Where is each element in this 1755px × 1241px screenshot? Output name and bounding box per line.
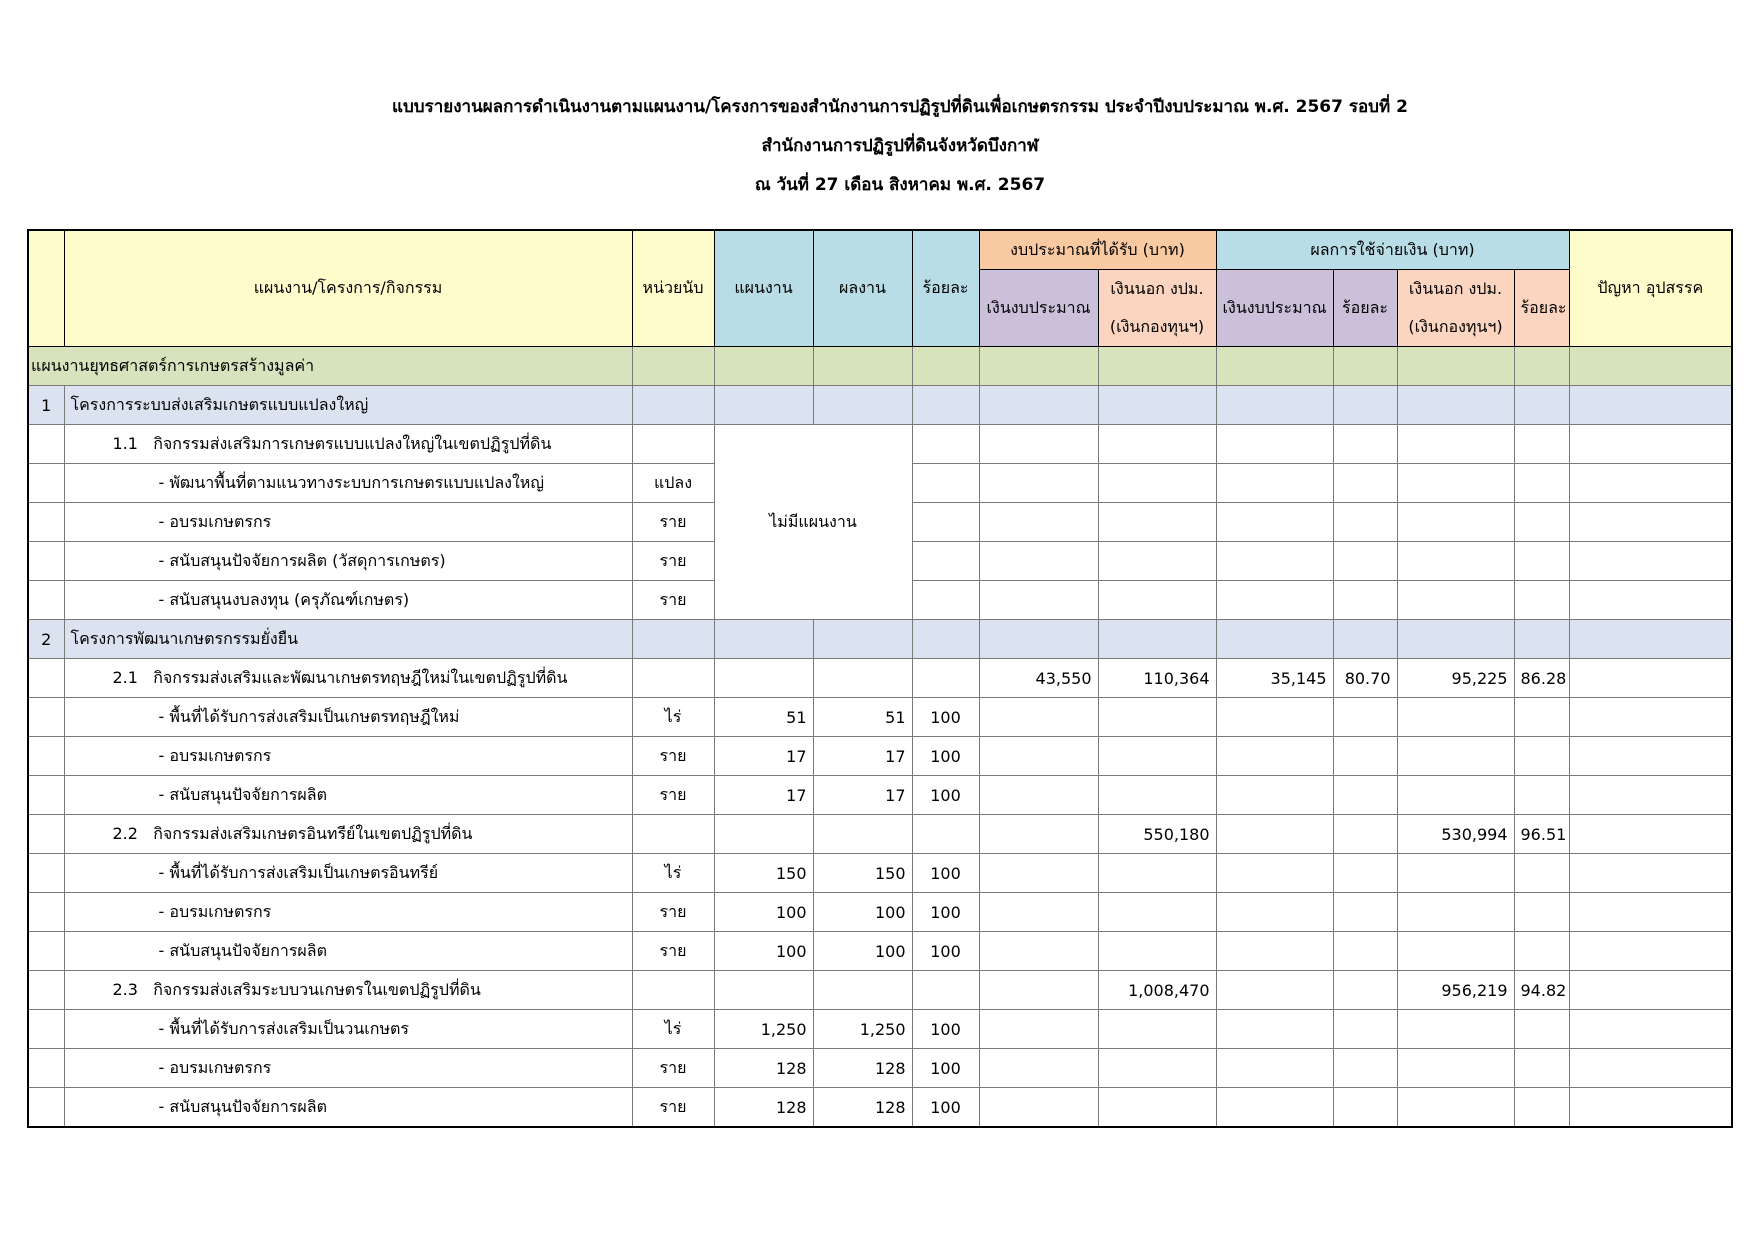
header-activity: แผนงาน/โครงการ/กิจกรรม (64, 230, 632, 347)
project-row (28, 386, 1732, 425)
item-label: - พัฒนาพื้นที่ตามแนวทางระบบการเกษตรแบบแปลงใหญ่ (64, 464, 632, 503)
item-label: - อบรมเกษตรกร (64, 893, 632, 932)
non-budget-money: 1,008,470 (1098, 971, 1216, 1010)
no-plan-note: ไม่มีแผนงาน (714, 425, 912, 620)
header-non-budget-fund: (เงินกองทุนฯ) (1098, 308, 1216, 347)
item-label: - พื้นที่ได้รับการส่งเสริมเป็นวนเกษตร (64, 1010, 632, 1049)
item-unit: แปลง (632, 464, 714, 503)
item-label: - พื้นที่ได้รับการส่งเสริมเป็นเกษตรทฤษฎีใหม่ (64, 698, 632, 737)
spend-non-percent: 86.28 (1514, 659, 1569, 698)
spend-budget-money: 35,145 (1216, 659, 1333, 698)
item-label: - อบรมเกษตรกร (64, 1049, 632, 1088)
report-title-block (0, 88, 1755, 205)
item-plan: 150 (714, 854, 813, 893)
spend-non-budget: 530,994 (1397, 815, 1514, 854)
item-percent: 100 (912, 1088, 979, 1128)
header-spend-non-budget: เงินนอก งปม. (1397, 270, 1514, 309)
activity-number: 2.2 (112, 823, 138, 843)
non-budget-money: 110,364 (1098, 659, 1216, 698)
header-percent: ร้อยละ (912, 230, 979, 347)
project-label: โครงการพัฒนาเกษตรกรรมยั่งยืน (64, 620, 632, 659)
item-result: 128 (813, 1049, 912, 1088)
item-unit: ราย (632, 776, 714, 815)
table-row (28, 1049, 1732, 1088)
activity-label (64, 659, 632, 698)
item-unit: ราย (632, 1088, 714, 1128)
report-title: แบบรายงานผลการดำเนินงานตามแผนงาน/โครงการของสำนักงานการปฏิรูปที่ดินเพื่อเกษตรกรรม ประจำปีงบประมาณ พ.ศ. 2567 รอบที่ 2 (392, 97, 1408, 117)
item-label: - สนับสนุนปัจจัยการผลิต (64, 776, 632, 815)
spend-non-percent: 96.51 (1514, 815, 1569, 854)
spend-non-budget: 95,225 (1397, 659, 1514, 698)
item-unit: ราย (632, 581, 714, 620)
spend-percent: 80.70 (1333, 659, 1397, 698)
item-percent: 100 (912, 1010, 979, 1049)
header-spend-percent: ร้อยละ (1333, 270, 1397, 347)
item-label: - สนับสนุนปัจจัยการผลิต (วัสดุการเกษตร) (64, 542, 632, 581)
activity-row (28, 659, 1732, 698)
item-label: - พื้นที่ได้รับการส่งเสริมเป็นเกษตรอินทรีย์ (64, 854, 632, 893)
project-number: 1 (28, 386, 64, 425)
item-plan: 100 (714, 893, 813, 932)
item-plan: 51 (714, 698, 813, 737)
item-percent: 100 (912, 854, 979, 893)
item-unit: ราย (632, 932, 714, 971)
item-label: - สนับสนุนงบลงทุน (ครุภัณฑ์เกษตร) (64, 581, 632, 620)
project-label: โครงการระบบส่งเสริมเกษตรแบบแปลงใหญ่ (64, 386, 632, 425)
activity-text: กิจกรรมส่งเสริมเกษตรอินทรีย์ในเขตปฏิรูปที่ดิน (153, 823, 473, 843)
office-name: สำนักงานการปฏิรูปที่ดินจังหวัดบึงกาฬ (761, 136, 1039, 156)
non-budget-money: 550,180 (1098, 815, 1216, 854)
item-plan: 1,250 (714, 1010, 813, 1049)
item-unit: ราย (632, 893, 714, 932)
item-result: 100 (813, 932, 912, 971)
item-plan: 17 (714, 737, 813, 776)
item-unit: ราย (632, 542, 714, 581)
item-unit: ราย (632, 503, 714, 542)
header-budget-money: เงินงบประมาณ (979, 270, 1098, 347)
table-row (28, 893, 1732, 932)
table-row (28, 854, 1732, 893)
item-label: - สนับสนุนปัจจัยการผลิต (64, 932, 632, 971)
item-plan: 17 (714, 776, 813, 815)
item-percent: 100 (912, 776, 979, 815)
item-label: - สนับสนุนปัจจัยการผลิต (64, 1088, 632, 1128)
spend-non-budget: 956,219 (1397, 971, 1514, 1010)
header-unit: หน่วยนับ (632, 230, 714, 347)
header-spend-non-percent: ร้อยละ (1514, 270, 1569, 347)
item-result: 100 (813, 893, 912, 932)
project-number: 2 (28, 620, 64, 659)
item-result: 17 (813, 737, 912, 776)
header-plan: แผนงาน (714, 230, 813, 347)
project-row (28, 620, 1732, 659)
section-row (28, 347, 1732, 386)
table-body (28, 347, 1732, 1128)
header-spending: ผลการใช้จ่ายเงิน (บาท) (1216, 230, 1569, 270)
table-row (28, 698, 1732, 737)
section-label: แผนงานยุทธศาสตร์การเกษตรสร้างมูลค่า (28, 347, 632, 386)
spend-non-percent: 94.82 (1514, 971, 1569, 1010)
header-problems: ปัญหา อุปสรรค (1569, 230, 1732, 347)
item-result: 150 (813, 854, 912, 893)
item-unit: ไร่ (632, 698, 714, 737)
table-row (28, 932, 1732, 971)
activity-label (64, 815, 632, 854)
header-budget-received: งบประมาณที่ได้รับ (บาท) (979, 230, 1216, 270)
item-unit: ราย (632, 737, 714, 776)
activity-number: 2.1 (112, 667, 138, 687)
item-plan: 100 (714, 932, 813, 971)
table-row (28, 737, 1732, 776)
item-result: 1,250 (813, 1010, 912, 1049)
activity-label (64, 971, 632, 1010)
item-plan: 128 (714, 1088, 813, 1128)
item-result: 51 (813, 698, 912, 737)
activity-number: 1.1 (112, 433, 138, 453)
table-row (28, 776, 1732, 815)
activity-row (28, 425, 1732, 464)
item-label: - อบรมเกษตรกร (64, 503, 632, 542)
report-table (27, 229, 1733, 1128)
item-unit: ราย (632, 1049, 714, 1088)
activity-label (64, 425, 632, 464)
header-non-budget: เงินนอก งปม. (1098, 270, 1216, 309)
header-no (28, 230, 64, 347)
budget-money: 43,550 (979, 659, 1098, 698)
header-result: ผลงาน (813, 230, 912, 347)
item-unit: ไร่ (632, 854, 714, 893)
activity-text: กิจกรรมส่งเสริมระบบวนเกษตรในเขตปฏิรูปที่ดิน (153, 979, 481, 999)
header-spend-non-budget-fund: (เงินกองทุนฯ) (1397, 308, 1514, 347)
activity-text: กิจกรรมส่งเสริมและพัฒนาเกษตรทฤษฎีใหม่ในเขตปฏิรูปที่ดิน (153, 667, 568, 687)
report-date: ณ วันที่ 27 เดือน สิงหาคม พ.ศ. 2567 (754, 175, 1046, 195)
item-result: 128 (813, 1088, 912, 1128)
table-row (28, 1088, 1732, 1128)
item-percent: 100 (912, 893, 979, 932)
item-unit: ไร่ (632, 1010, 714, 1049)
item-percent: 100 (912, 737, 979, 776)
header-spend-budget-money: เงินงบประมาณ (1216, 270, 1333, 347)
activity-row (28, 971, 1732, 1010)
activity-row (28, 815, 1732, 854)
item-percent: 100 (912, 1049, 979, 1088)
table-row (28, 1010, 1732, 1049)
item-plan: 128 (714, 1049, 813, 1088)
item-percent: 100 (912, 698, 979, 737)
table-header (28, 230, 1732, 347)
item-label: - อบรมเกษตรกร (64, 737, 632, 776)
item-result: 17 (813, 776, 912, 815)
activity-text: กิจกรรมส่งเสริมการเกษตรแบบแปลงใหญ่ในเขตปฏิรูปที่ดิน (153, 433, 552, 453)
activity-number: 2.3 (112, 979, 138, 999)
item-percent: 100 (912, 932, 979, 971)
